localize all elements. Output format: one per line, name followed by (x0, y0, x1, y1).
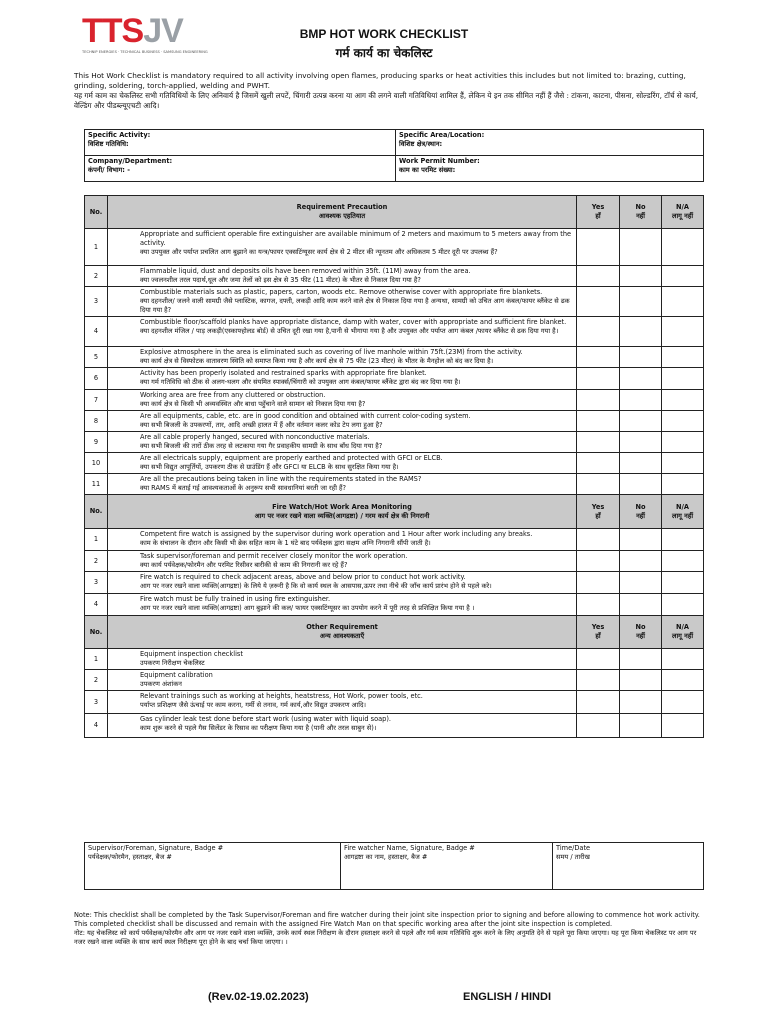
col-no-answer-header-label: No (635, 203, 646, 211)
col-yes-header-label: Yes (591, 623, 605, 631)
section-title (108, 616, 577, 649)
no-checkbox-cell[interactable] (620, 266, 662, 287)
checklist-row (85, 474, 704, 495)
intro-english: This Hot Work Checklist is mandatory required to all activity involving open flames, producing sparks or heat activities this includes but not limited to: brazing, cutting, grinding, soldering, torch-applied, welding and PWHT. (74, 71, 686, 90)
requirement-text (108, 551, 577, 572)
col-no-answer-header-label: No (635, 502, 646, 511)
requirement-text (108, 670, 577, 691)
requirement-english: Competent fire watch is assigned by the supervisor during work operation and 1 Hour after work including any breaks. (140, 530, 533, 538)
yes-checkbox-cell[interactable] (577, 266, 620, 287)
col-no-header (85, 616, 108, 649)
yes-checkbox-cell[interactable] (577, 529, 620, 551)
requirement-english: Working area are free from any cluttered or obstruction. (140, 391, 326, 399)
col-no-header (85, 495, 108, 529)
signature-table (84, 842, 704, 890)
fire-watcher-label: Fire watcher Name, Signature, Badge # (344, 844, 475, 852)
requirement-text (108, 317, 577, 347)
col-no-answer-header (620, 196, 662, 229)
language-label: ENGLISH / HINDI (463, 991, 552, 1003)
row-number: 2 (85, 551, 108, 572)
requirement-text (108, 368, 577, 390)
requirement-hindi: क्या दहनशील मंजिल / पाड़ लकड़ी(एस्काफ्होलड बोर्ड) से उचित दूरी रखा गया है,पानी से भीगाया गया है और उपयुक्त और पर्याप्त आग कंबल /फायर ब्लैंकेट से ढक दिया गया है। (140, 327, 559, 335)
requirement-english: Equipment inspection checklist (140, 650, 243, 658)
row-number: 2 (85, 670, 108, 691)
col-na-header-label-hindi: लागू नहीं (671, 632, 694, 640)
checklist-row (85, 453, 704, 474)
col-no-answer-header-label-hindi: नहीं (636, 511, 645, 520)
no-checkbox-cell[interactable] (620, 594, 662, 616)
activity-info-table (84, 129, 704, 182)
row-number: 2 (85, 266, 108, 287)
requirement-english: Combustible materials such as plastic, papers, carton, woods etc. Remove otherwise cover with appropriate fire blankets. (140, 288, 543, 296)
section-title-hindi: आग पर नजर रखने वाला व्यक्ति(आगद्रष्टा) / गरम कार्य क्षेत्र की निगरानी (254, 511, 430, 520)
col-yes-header (577, 616, 620, 649)
requirement-hindi: आग पर नजर रखने वाला व्यक्ति(आगद्रष्टा) आग बुझाने की कल/ फायर एक्सटिंग्यूसर का उपयोग करने में पूरी तरह से प्रशिक्षित किया गया है । (140, 604, 475, 612)
requirement-text (108, 649, 577, 670)
requirement-english: Task supervisor/foreman and permit receiver closely monitor the work operation. (140, 552, 408, 560)
col-no-answer-header-label: No (635, 623, 646, 631)
yes-checkbox-cell[interactable] (577, 594, 620, 616)
col-na-header (662, 196, 704, 229)
yes-checkbox-cell[interactable] (577, 287, 620, 317)
yes-checkbox-cell[interactable] (577, 572, 620, 594)
fire-watcher-signature-field[interactable] (341, 843, 553, 890)
row-number: 4 (85, 714, 108, 738)
col-yes-header (577, 196, 620, 229)
intro-paragraph (74, 71, 704, 111)
section-title (108, 495, 577, 529)
yes-checkbox-cell[interactable] (577, 453, 620, 474)
na-checkbox-cell[interactable] (662, 411, 704, 432)
col-no-answer-header (620, 616, 662, 649)
na-checkbox-cell[interactable] (662, 529, 704, 551)
section-title-en: Fire Watch/Hot Work Area Monitoring (272, 502, 412, 511)
checklist-row (85, 691, 704, 714)
col-yes-header-label-hindi: हाँ (595, 632, 601, 640)
row-number: 1 (85, 649, 108, 670)
requirement-english: Flammable liquid, dust and deposits oils have been removed within 35ft. (11M) away from the area. (140, 267, 471, 275)
col-na-header-label-hindi: लागू नहीं (671, 212, 694, 220)
specific-activity-label: Specific Activity: (88, 131, 151, 139)
row-number: 9 (85, 432, 108, 453)
col-na-header-label-hindi: लागू नहीं (671, 511, 694, 520)
work-permit-field[interactable] (396, 156, 704, 182)
yes-checkbox-cell[interactable] (577, 390, 620, 411)
hot-work-checklist-table (84, 195, 704, 738)
row-number: 5 (85, 347, 108, 368)
checklist-row (85, 649, 704, 670)
col-yes-header-label: Yes (591, 203, 605, 211)
supervisor-label-hindi: पर्यवेक्षक/फोरमैन, हस्ताक्षर, बैज # (88, 853, 172, 861)
time-date-label: Time/Date (556, 844, 591, 852)
row-number: 3 (85, 572, 108, 594)
col-yes-header-label: Yes (591, 502, 605, 511)
checklist-row (85, 411, 704, 432)
yes-checkbox-cell[interactable] (577, 551, 620, 572)
note-paragraph (74, 911, 704, 947)
na-checkbox-cell[interactable] (662, 670, 704, 691)
requirement-hindi: क्या ज्वलनशील तरल पदार्थ,धूल और जमा तेलों को इस क्षेत्र से 35 फीट (11 मीटर) के भीतर से निकाल दिया गया है? (140, 276, 421, 284)
na-checkbox-cell[interactable] (662, 594, 704, 616)
checklist-row (85, 572, 704, 594)
company-label-hindi: कंपनी/ विभाग: - (88, 166, 130, 174)
row-number: 3 (85, 691, 108, 714)
yes-checkbox-cell[interactable] (577, 368, 620, 390)
specific-activity-label-hindi: विशिष्ट गतिविधि: (88, 140, 129, 148)
requirement-hindi: काम शुरू करने से पहले गैस सिलेंडर के रिसाव का परीक्षण किया गया है (पानी और तरल साबुन से)। (140, 724, 377, 732)
checklist-row (85, 714, 704, 738)
na-checkbox-cell[interactable] (662, 714, 704, 738)
requirement-hindi: क्या उपयुक्त और पर्याप्त प्रचलित आग बुझाने का यन्त्र/फायर एक्सटिंग्यूसर कार्य क्षेत्र से 2 मीटर की न्यूनतम और अधिकतम 5 मीटर दूरी पर उपलब्ध हैं? (140, 248, 498, 256)
na-checkbox-cell[interactable] (662, 691, 704, 714)
requirement-english: Are all the precautions being taken in line with the requirements stated in the RAMS? (140, 475, 422, 483)
col-no-answer-header (620, 495, 662, 529)
checklist-row (85, 551, 704, 572)
no-checkbox-cell[interactable] (620, 551, 662, 572)
requirement-hindi: क्या कार्य क्षेत्र से किसी भी अव्यवस्थित और बाधा पहुँचाने वाले सामान को निकाल दिया गया है? (140, 400, 366, 408)
requirement-text (108, 266, 577, 287)
requirement-text (108, 714, 577, 738)
col-no-header (85, 196, 108, 229)
na-checkbox-cell[interactable] (662, 317, 704, 347)
na-checkbox-cell[interactable] (662, 287, 704, 317)
no-checkbox-cell[interactable] (620, 287, 662, 317)
requirement-hindi: क्या सभी बिजली के उपकरणों, तार, आदि अच्छी हालत में हैं और वर्तमान कलर कोड टेप लगा हुआ है? (140, 421, 383, 429)
row-number: 10 (85, 453, 108, 474)
no-checkbox-cell[interactable] (620, 572, 662, 594)
requirement-hindi: उपकरण अंशांकन (140, 680, 182, 688)
requirement-english: Explosive atmosphere in the area is eliminated such as covering of live manhole within 75ft.(23M) from the activity. (140, 348, 523, 356)
checklist-row (85, 594, 704, 616)
col-na-header (662, 495, 704, 529)
checklist-row (85, 529, 704, 551)
checklist-row (85, 347, 704, 368)
requirement-hindi: क्या RAMS में बताई गई आवश्यकताओं के अनुरूप सभी सावधानियां बरती जा रही हैं? (140, 484, 347, 492)
col-na-header-label: N/A (675, 623, 690, 631)
section-title-hindi: अन्य आवश्यकताएँ (319, 632, 365, 640)
na-checkbox-cell[interactable] (662, 229, 704, 266)
section-header-row (85, 616, 704, 649)
requirement-english: Activity has been properly isolated and restrained sparks with appropriate fire blanket. (140, 369, 427, 377)
requirement-english: Are all cable properly hanged, secured with nonconductive materials. (140, 433, 370, 441)
no-checkbox-cell[interactable] (620, 649, 662, 670)
yes-checkbox-cell[interactable] (577, 432, 620, 453)
requirement-hindi: आग पर नजर रखने वाला व्यक्ति(आगद्रष्टा) के लिये ये ज़रूरी है कि वो कार्य स्थल के आसपास,ऊपर तथा नीचे की जाँच कार्य प्रारंभ होने से पहले करे। (140, 582, 492, 590)
col-no-answer-header-label-hindi: नहीं (636, 212, 645, 220)
note-english: Note: This checklist shall be completed by the Task Supervisor/Foreman and fire watcher during their joint site inspection prior to signing and before allowing to commence hot work activity. This completed checklist shall be discussed and remain with the assigned Fire Watch Man on that specific working area after the joint site inspection is completed. (74, 911, 700, 928)
no-checkbox-cell[interactable] (620, 529, 662, 551)
company-label: Company/Department: (88, 157, 173, 165)
na-checkbox-cell[interactable] (662, 368, 704, 390)
row-number: 7 (85, 390, 108, 411)
no-checkbox-cell[interactable] (620, 317, 662, 347)
fire-watcher-label-hindi: आगद्रष्टा का नाम, हस्ताक्षर, बैज # (344, 853, 428, 861)
na-checkbox-cell[interactable] (662, 390, 704, 411)
time-date-label-hindi: समय / तारीख (556, 853, 590, 861)
no-checkbox-cell[interactable] (620, 691, 662, 714)
checklist-row (85, 390, 704, 411)
col-yes-header (577, 495, 620, 529)
requirement-text (108, 432, 577, 453)
requirement-text (108, 347, 577, 368)
requirement-text (108, 453, 577, 474)
section-header-row (85, 196, 704, 229)
revision-label: (Rev.02-19.02.2023) (208, 991, 309, 1003)
no-checkbox-cell[interactable] (620, 390, 662, 411)
row-number: 4 (85, 317, 108, 347)
requirement-text (108, 390, 577, 411)
time-date-field[interactable] (553, 843, 704, 890)
requirement-english: Relevant trainings such as working at heights, heatstress, Hot Work, power tools, etc. (140, 692, 423, 700)
na-checkbox-cell[interactable] (662, 453, 704, 474)
yes-checkbox-cell[interactable] (577, 691, 620, 714)
requirement-text (108, 474, 577, 495)
row-number: 8 (85, 411, 108, 432)
document-title-hindi: गर्म कार्य का चेकलिस्ट (335, 46, 433, 60)
permit-label-hindi: काम का परमिट संख्या: (399, 166, 456, 174)
yes-checkbox-cell[interactable] (577, 649, 620, 670)
requirement-hindi: क्या सभी विद्युत आपूर्तियों, उपकरण ठीक से ग्राउंडिंग हैं और GFCI या ELCB के साथ सुरक्षित किया गया है। (140, 463, 399, 471)
section-title-en: Requirement Precaution (296, 203, 388, 211)
requirement-english: Fire watch is required to check adjacent areas, above and below prior to conduct hot work activity. (140, 573, 466, 581)
requirement-text (108, 594, 577, 616)
requirement-text (108, 229, 577, 266)
supervisor-signature-field[interactable] (85, 843, 341, 890)
checklist-row (85, 432, 704, 453)
checklist-row (85, 317, 704, 347)
na-checkbox-cell[interactable] (662, 474, 704, 495)
requirement-english: Appropriate and sufficient operable fire extinguisher are available minimum of 2 meters and maximum to 5 meters away from the activity. (140, 230, 572, 247)
logo-main: TTS (82, 12, 144, 50)
section-title (108, 196, 577, 229)
na-checkbox-cell[interactable] (662, 266, 704, 287)
no-checkbox-cell[interactable] (620, 714, 662, 738)
col-no-answer-header-label-hindi: नहीं (636, 632, 645, 640)
row-number: 3 (85, 287, 108, 317)
company-department-field[interactable] (85, 156, 396, 182)
row-number: 6 (85, 368, 108, 390)
yes-checkbox-cell[interactable] (577, 347, 620, 368)
specific-area-label-hindi: विशिष्ट क्षेत्र/स्थान: (399, 140, 443, 148)
col-na-header-label: N/A (675, 502, 690, 511)
row-number: 1 (85, 229, 108, 266)
yes-checkbox-cell[interactable] (577, 229, 620, 266)
checklist-row (85, 670, 704, 691)
requirement-text (108, 691, 577, 714)
section-title-hindi: आवश्यक एहतियात (318, 212, 366, 220)
no-checkbox-cell[interactable] (620, 670, 662, 691)
na-checkbox-cell[interactable] (662, 432, 704, 453)
requirement-english: Equipment calibration (140, 671, 213, 679)
yes-checkbox-cell[interactable] (577, 714, 620, 738)
no-checkbox-cell[interactable] (620, 411, 662, 432)
section-header-row (85, 495, 704, 529)
col-na-header (662, 616, 704, 649)
requirement-text (108, 529, 577, 551)
yes-checkbox-cell[interactable] (577, 474, 620, 495)
col-yes-header-label-hindi: हाँ (595, 212, 601, 220)
na-checkbox-cell[interactable] (662, 572, 704, 594)
requirement-english: Combustible floor/scaffold planks have appropriate distance, damp with water, cover with appropriate and sufficient fire blanket. (140, 318, 567, 326)
no-checkbox-cell[interactable] (620, 347, 662, 368)
requirement-english: Are all electricals supply, equipment are properly earthed and protected with GFCI or ELCB. (140, 454, 443, 462)
row-number: 11 (85, 474, 108, 495)
col-no-header-label: No. (89, 507, 103, 515)
requirement-english: Fire watch must be fully trained in using fire extinguisher. (140, 595, 331, 603)
supervisor-label: Supervisor/Foreman, Signature, Badge # (88, 844, 224, 852)
requirement-hindi: काम के संचालन के दौरान और किसी भी ब्रेक सहित काम के 1 घंटे बाद पर्यवेक्षक द्वारा सक्षम अग्नि निगरानी सौंपी जाती है। (140, 539, 431, 547)
na-checkbox-cell[interactable] (662, 649, 704, 670)
no-checkbox-cell[interactable] (620, 474, 662, 495)
no-checkbox-cell[interactable] (620, 229, 662, 266)
yes-checkbox-cell[interactable] (577, 411, 620, 432)
requirement-english: Are all equipments, cable, etc. are in good condition and obtained with current color-coding system. (140, 412, 471, 420)
no-checkbox-cell[interactable] (620, 453, 662, 474)
col-no-header-label: No. (89, 627, 103, 636)
specific-activity-field[interactable] (85, 130, 396, 156)
requirement-hindi: क्या कार्य क्षेत्र से विस्फोटक वातावरण स्थिति को समाप्त किया गया है और कार्य क्षेत्र से 75 फीट (23 मीटर) के भीतर के मैनहोल को बंद कर दिया है। (140, 357, 494, 365)
requirement-hindi: उपकरण निरीक्षण चेकलिस्ट (140, 659, 205, 667)
note-hindi: नोट: यह चेकलिस्ट को कार्य पर्यवेक्षक/फोरमैन और आग पर नजर रखने वाला व्यक्ति, उनके कार्य स्थल निरीक्षण के दौरान हस्ताक्षर करने से पहले और गर्म काम गतिविधि शुरू करने के लिए अनुमति देने से पहले पूरा किया जाएगा। यह पूरा किया चेकलिस्ट पर आग पर नजर रखने वाला व्यक्ति के साथ कार्य स्थल निरीक्षण पूरा होने के बाद चर्चा किया जाएगा। । (74, 929, 697, 946)
na-checkbox-cell[interactable] (662, 551, 704, 572)
checklist-row (85, 368, 704, 390)
logo-tagline: TECHNIP ENERGIES · TECHNICAL BUSINESS · SAMSUNG ENGINEERING (82, 50, 208, 54)
requirement-hindi: क्या गर्म गतिविधि को ठीक से अलग-थलग और संयमित स्पार्क्स/चिंगारी को उपयुक्त आग कंबल/फायर ब्लैंकेट द्वारा बंद कर दिया गया है। (140, 378, 461, 386)
yes-checkbox-cell[interactable] (577, 670, 620, 691)
requirement-text (108, 411, 577, 432)
logo-accent: JV (143, 12, 183, 50)
no-checkbox-cell[interactable] (620, 368, 662, 390)
permit-label: Work Permit Number: (399, 157, 480, 165)
requirement-hindi: क्या सभी बिजली की तारों ठीक तरह से लटकाया गया गैर प्रवाहकीय सामग्री के साथ बाँध दिया गया है? (140, 442, 383, 450)
yes-checkbox-cell[interactable] (577, 317, 620, 347)
specific-area-label: Specific Area/Location: (399, 131, 485, 139)
requirement-english: Gas cylinder leak test done before start work (using water with liquid soap). (140, 715, 392, 723)
row-number: 1 (85, 529, 108, 551)
col-yes-header-label-hindi: हाँ (595, 511, 601, 520)
intro-hindi: यह गर्म काम का चेकलिस्ट सभी गतिविधियों के लिए अनिवार्य है जिसमें खुली लपटें, चिंगारी उत्पन्न करना या आग की लगने वाली गतिविधियां शामिल हैं, लेकिन ये इन तक सीमित नहीं हैं जैसे : टांकना, काटना, पीसना, सोल्डरिंग, टॉर्च से कार्य, वेल्डिंग और पीडब्ल्यूएचटी आदि। (74, 91, 699, 110)
specific-area-field[interactable] (396, 130, 704, 156)
checklist-row (85, 229, 704, 266)
requirement-hindi: पर्याप्त प्रशिक्षण जैसे ऊंचाई पर काम करना, गर्मी से तनाव, गर्म कार्य,और विद्युत उपकरण आदि। (140, 701, 367, 709)
na-checkbox-cell[interactable] (662, 347, 704, 368)
col-no-header-label: No. (89, 207, 103, 216)
section-title-en: Other Requirement (306, 623, 378, 631)
checklist-row (85, 266, 704, 287)
row-number: 4 (85, 594, 108, 616)
requirement-text (108, 572, 577, 594)
requirement-text (108, 287, 577, 317)
col-na-header-label: N/A (675, 203, 690, 211)
requirement-hindi: क्या दहनशील/ जलने वाली सामग्री जैसे प्लास्टिक, कागज, दफ्ती, लकड़ी आदि काम करने वाले क्षेत्र से निकाल दिया गया है अन्यथा, सामग्री को उचित आग कंबल/फायर ब्लैंकेट से ढक दिया गया है? (140, 297, 570, 314)
document-title: BMP HOT WORK CHECKLIST (299, 27, 469, 41)
requirement-hindi: क्या कार्य पर्यवेक्षक/फोरमैन और परमिट रिसीवर बारीकी से काम की निगरानी कर रहे हैं? (140, 561, 348, 569)
no-checkbox-cell[interactable] (620, 432, 662, 453)
checklist-row (85, 287, 704, 317)
